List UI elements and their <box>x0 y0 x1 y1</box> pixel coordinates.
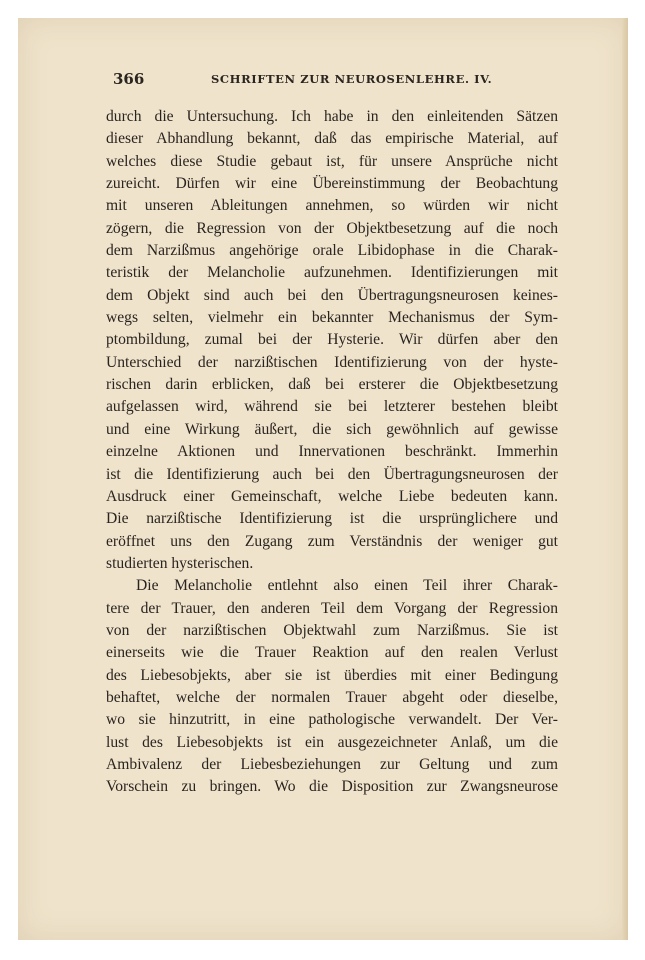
text-line: aufgelassen wird, während sie bei letzterer bestehen bleibt <box>106 398 558 416</box>
text-line: Vorschein zu bringen. Wo die Disposition zur Zwangsneurose <box>106 778 558 796</box>
text-line: des Liebesobjekts, aber sie ist überdies mit einer Bedingung <box>106 666 558 684</box>
text-line: Die Melancholie entlehnt also einen Teil ihrer Charak- <box>136 577 558 595</box>
text-line: zögern, die Regression von der Objektbesetzung auf die noch <box>106 219 558 237</box>
text-line: dem Narzißmus angehörige orale Libidophase in die Charak- <box>106 242 558 260</box>
text-line: Die narzißtische Identifizierung ist die ursprünglichere und <box>106 510 558 528</box>
text-line: wegs selten, vielmehr ein bekannter Mechanismus der Sym- <box>106 309 558 327</box>
text-line: einerseits wie die Trauer Reaktion auf den realen Verlust <box>106 644 558 662</box>
text-line: tere der Trauer, den anderen Teil dem Vorgang der Regression <box>106 599 558 617</box>
text-line: behaftet, welche der normalen Trauer abgeht oder dieselbe, <box>106 688 558 706</box>
text-line: Unterschied der narzißtischen Identifizierung von der hyste- <box>106 353 558 371</box>
text-line: lust des Liebesobjekts ist ein ausgezeichneter Anlaß, um die <box>106 733 558 751</box>
body-text <box>106 106 558 799</box>
page-edge <box>622 18 628 940</box>
page-number: 366 <box>113 70 145 88</box>
text-line: welches diese Studie gebaut ist, für unsere Ansprüche nicht <box>106 152 558 170</box>
paragraph <box>106 106 558 575</box>
text-line: eröffnet uns den Zugang zum Verständnis der weniger gut <box>106 532 558 550</box>
text-line: Ausdruck einer Gemeinschaft, welche Liebe bedeuten kann. <box>106 487 558 505</box>
running-title: SCHRIFTEN ZUR NEUROSENLEHRE. IV. <box>211 72 493 86</box>
text-line: rischen darin erblicken, daß bei ersterer die Objektbesetzung <box>106 376 558 394</box>
text-line: wo sie hinzutritt, in eine pathologische verwandelt. Der Ver- <box>106 711 558 729</box>
text-line: ist die Identifizierung auch bei den Übertragungsneurosen der <box>106 465 558 483</box>
page-header <box>113 70 543 92</box>
paragraph <box>106 575 558 798</box>
text-line: zureicht. Dürfen wir eine Übereinstimmung der Beobachtung <box>106 175 558 193</box>
text-line: dem Objekt sind auch bei den Übertragungsneurosen keines- <box>106 286 558 304</box>
text-line: ptombildung, zumal bei der Hysterie. Wir dürfen aber den <box>106 331 558 349</box>
text-line: dieser Abhandlung bekannt, daß das empirische Material, auf <box>106 130 558 148</box>
text-line: Ambivalenz der Liebesbeziehungen zur Geltung und zum <box>106 755 558 773</box>
text-line: von der narzißtischen Objektwahl zum Narzißmus. Sie ist <box>106 621 558 639</box>
text-line: und eine Wirkung äußert, die sich gewöhnlich auf gewisse <box>106 420 558 438</box>
text-line: einzelne Aktionen und Innervationen beschränkt. Immerhin <box>106 443 558 461</box>
text-line: teristik der Melancholie aufzunehmen. Identifizierungen mit <box>106 264 558 282</box>
text-line: durch die Untersuchung. Ich habe in den einleitenden Sätzen <box>106 108 558 125</box>
text-line: studierten hysterischen. <box>106 554 254 572</box>
text-line: mit unseren Ableitungen annehmen, so würden wir nicht <box>106 197 558 215</box>
